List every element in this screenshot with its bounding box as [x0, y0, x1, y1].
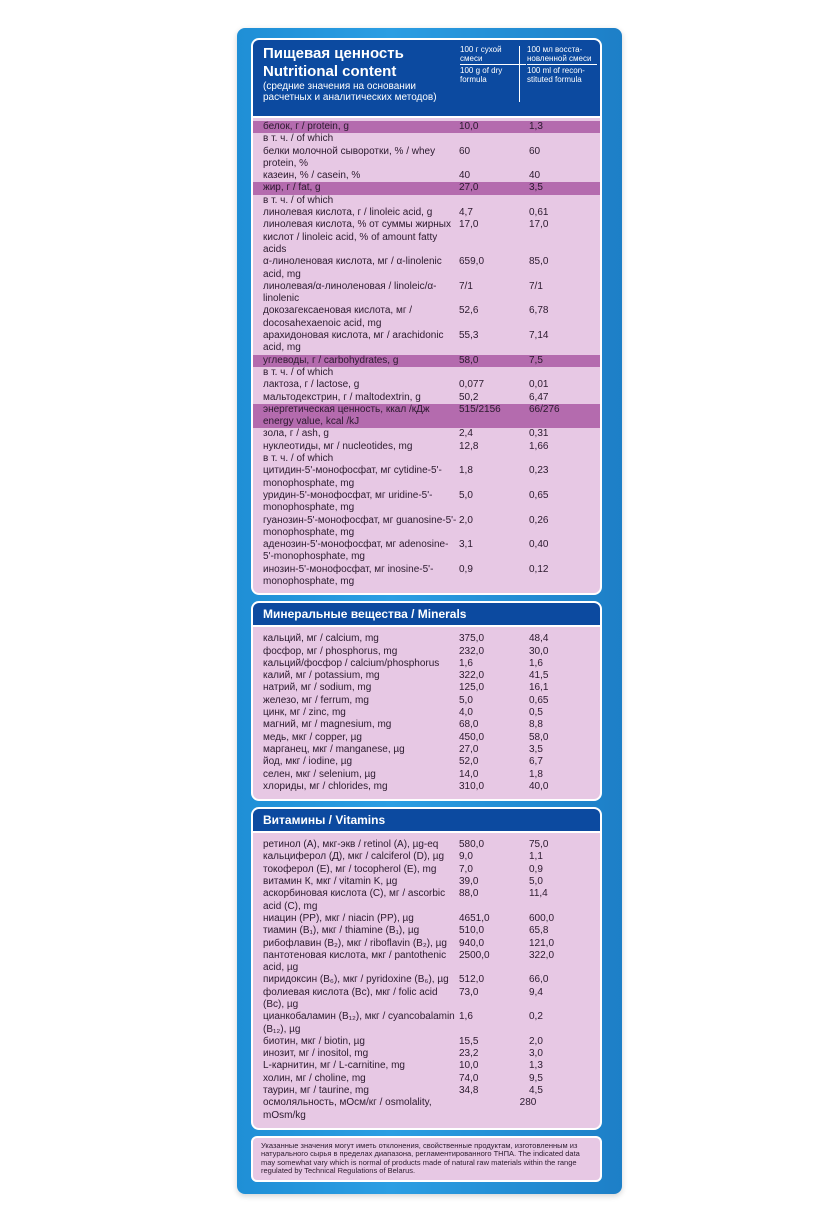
row-label: в т. ч. / of which — [263, 366, 334, 378]
column-header-dry-ru: 100 г сухой смеси — [460, 45, 502, 63]
table-row — [253, 646, 600, 658]
table-row — [253, 367, 600, 379]
row-value-reconstituted: 40 — [529, 170, 541, 182]
row-label: докозагексаеновая кислота, мг / docosahexaenoic acid, mg — [263, 305, 413, 329]
table-row — [253, 1048, 600, 1060]
table-row — [253, 441, 600, 453]
footnote: Указанные значения могут иметь отклонения, свойственные продуктам, изготовленным из натурального сырья в пределах диапазона, регламентированного ТНПА. The indicated data may somewhat vary which is normal of products made of natural raw materials within the range regulated by Technical Regulations of Belarus. — [251, 1136, 602, 1182]
row-label: токоферол (Е), мг / tocopherol (E), mg — [263, 863, 437, 875]
row-value-dry: 50,2 — [459, 391, 479, 403]
row-label: энергетическая ценность, ккал /кДж energy value, kcal /kJ — [263, 403, 430, 428]
row-value-dry: 659,0 — [459, 256, 485, 268]
row-label: нуклеотиды, мг / nucleotides, mg — [263, 440, 413, 452]
row-label: аденозин-5'-монофосфат, мг adenosine-5'-monophosphate, mg — [263, 539, 449, 563]
row-value-dry: 1,8 — [459, 465, 473, 477]
row-value-reconstituted: 0,61 — [529, 207, 549, 219]
row-value-reconstituted: 48,4 — [529, 633, 549, 645]
row-value-dry: 0,9 — [459, 563, 473, 575]
table-row — [253, 121, 600, 133]
nutrition-label — [251, 38, 602, 1182]
row-value-reconstituted — [529, 367, 599, 379]
row-label: линолевая кислота, % от суммы жирных кислот / linoleic acid, % of amount fatty acids — [263, 219, 451, 255]
row-value-reconstituted: 30,0 — [529, 645, 549, 657]
table-row — [253, 1011, 600, 1036]
row-value-reconstituted: 6,47 — [529, 391, 549, 403]
row-value-dry: 15,5 — [459, 1035, 479, 1047]
table-row — [253, 195, 600, 207]
row-label: марганец, мкг / manganese, µg — [263, 743, 405, 755]
row-label: цианкобаламин (B₁₂), мкг / cyancobalamin (B₁₂), µg — [263, 1011, 455, 1035]
row-label: белки молочной сыворотки, % / whey protein, % — [263, 145, 436, 169]
divider — [519, 46, 520, 102]
row-value-dry — [458, 453, 529, 465]
row-value-reconstituted: 85,0 — [529, 256, 549, 268]
row-label: ниацин (РР), мкг / niacin (PP), µg — [263, 912, 414, 924]
row-value-reconstituted: 1,3 — [529, 1060, 543, 1072]
row-value-dry: 68,0 — [459, 719, 479, 731]
row-value-reconstituted: 4,5 — [529, 1085, 543, 1097]
table-row — [253, 539, 600, 564]
row-value-reconstituted: 121,0 — [529, 937, 555, 949]
row-value-dry: 7,0 — [459, 863, 473, 875]
column-header-reconstituted — [527, 45, 597, 84]
row-label: магний, мг / magnesium, mg — [263, 719, 392, 731]
row-value-dry: 3,1 — [459, 539, 473, 551]
row-value-reconstituted: 1,6 — [529, 657, 543, 669]
table-row — [253, 281, 600, 306]
row-value-reconstituted: 0,31 — [529, 428, 549, 440]
row-value-dry: 14,0 — [459, 768, 479, 780]
table-row — [253, 732, 600, 744]
row-label: цитидин-5'-монофосфат, мг cytidine-5'-monophosphate, mg — [263, 465, 442, 489]
row-value-dry: 375,0 — [459, 633, 485, 645]
row-value-reconstituted: 60 — [529, 145, 541, 157]
row-label: селен, мкг / selenium, µg — [263, 768, 376, 780]
nutrition-header — [251, 38, 602, 116]
row-label: рибофлавин (B₂), мкг / riboflavin (B₂), µg — [263, 937, 447, 949]
row-label: углеводы, г / carbohydrates, g — [263, 354, 399, 366]
column-header-reconstituted-en: 100 ml of recon- stituted formula — [527, 66, 585, 84]
row-value-reconstituted: 9,4 — [529, 986, 543, 998]
table-row — [253, 453, 600, 465]
row-label: осмоляльность, мОсм/кг / osmolality, mOsm/kg — [263, 1097, 432, 1121]
table-row — [253, 170, 600, 182]
row-value-reconstituted: 66,0 — [529, 974, 549, 986]
row-label: инозин-5'-монофосфат, мг inosine-5'-monophosphate, mg — [263, 563, 434, 587]
row-label: инозит, мг / inositol, mg — [263, 1048, 369, 1060]
row-label: казеин, % / casein, % — [263, 170, 361, 182]
row-value-reconstituted: 6,7 — [529, 756, 543, 768]
row-label: тиамин (B₁), мкг / thiamine (B₁), µg — [263, 925, 420, 937]
row-label: линолевая/α-линоленовая / linoleic/α-linolenic — [263, 280, 437, 305]
row-value-dry: 17,0 — [459, 219, 479, 231]
row-label: аскорбиновая кислота (С), мг / ascorbic acid (C), mg — [263, 888, 446, 912]
row-value-dry: 1,6 — [459, 1011, 473, 1023]
row-value-reconstituted: 0,65 — [529, 489, 549, 501]
table-row — [253, 1060, 600, 1072]
row-value-dry: 12,8 — [459, 440, 479, 452]
row-label: арахидоновая кислота, мг / arachidonic acid, mg — [263, 330, 444, 354]
row-value-reconstituted: 3,5 — [529, 743, 543, 755]
row-value-reconstituted: 322,0 — [529, 949, 555, 961]
table-row — [253, 182, 600, 194]
row-value-reconstituted: 0,01 — [529, 379, 549, 391]
row-label: натрий, мг / sodium, mg — [263, 682, 372, 694]
row-value-reconstituted: 3,5 — [529, 182, 543, 194]
row-value-reconstituted: 75,0 — [529, 839, 549, 851]
row-label: в т. ч. / of which — [263, 133, 334, 145]
table-row — [253, 379, 600, 391]
package-side-panel — [237, 28, 622, 1194]
column-header-dry-en: 100 g of dry formula — [460, 66, 503, 84]
row-label: витамин К, мкг / vitamin K, µg — [263, 876, 398, 888]
row-value-reconstituted: 58,0 — [529, 731, 549, 743]
table-row — [253, 330, 600, 355]
row-value-dry: 2,0 — [459, 514, 473, 526]
row-label: линолевая кислота, г / linoleic acid, g — [263, 207, 433, 219]
row-label: гуанозин-5'-монофосфат, мг guanosine-5'-monophosphate, mg — [263, 514, 457, 538]
row-label: холин, мг / choline, mg — [263, 1072, 366, 1084]
table-row — [253, 950, 600, 975]
table-row — [253, 864, 600, 876]
table-row — [253, 695, 600, 707]
row-value-dry: 450,0 — [459, 731, 485, 743]
row-label: L-карнитин, мг / L-carnitine, mg — [263, 1060, 405, 1072]
row-value-reconstituted: 66/276 — [529, 403, 560, 415]
subtitle: (средние значения на основании расчетных и аналитических методов) — [263, 81, 437, 103]
row-label: калий, мг / potassium, mg — [263, 670, 380, 682]
table-row — [253, 682, 600, 694]
row-value-reconstituted: 0,65 — [529, 694, 549, 706]
row-value-dry — [458, 367, 529, 379]
table-row — [253, 1073, 600, 1085]
row-value-dry: 23,2 — [459, 1048, 479, 1060]
row-value-dry: 40 — [459, 170, 471, 182]
row-value-reconstituted: 0,9 — [529, 863, 543, 875]
table-row — [253, 392, 600, 404]
row-value-reconstituted: 41,5 — [529, 670, 549, 682]
row-label: фосфор, мг / phosphorus, mg — [263, 645, 398, 657]
row-label: йод, мкг / iodine, µg — [263, 756, 353, 768]
row-value-dry: 9,0 — [459, 851, 473, 863]
row-value-dry: 310,0 — [459, 780, 485, 792]
row-value-reconstituted: 2,0 — [529, 1035, 543, 1047]
row-value-dry: 52,6 — [459, 305, 479, 317]
row-label: белок, г / protein, g — [263, 121, 349, 132]
row-value-reconstituted: 7,5 — [529, 354, 543, 366]
row-value-reconstituted: 7,14 — [529, 330, 549, 342]
row-value-dry: 4,7 — [459, 207, 473, 219]
row-value-dry: 2500,0 — [459, 949, 490, 961]
row-value-dry: 125,0 — [459, 682, 485, 694]
row-value-reconstituted: 5,0 — [529, 876, 543, 888]
table-row — [253, 428, 600, 440]
vitamins-section — [251, 807, 602, 1130]
row-value-dry: 515/2156 — [459, 403, 501, 415]
row-label: железо, мг / ferrum, mg — [263, 694, 369, 706]
row-label: кальциферол (Д), мкг / calciferol (D), µg — [263, 851, 445, 863]
row-value-dry: 27,0 — [459, 182, 479, 194]
table-row — [253, 744, 600, 756]
row-value-reconstituted: 7/1 — [529, 280, 543, 292]
row-value-dry: 232,0 — [459, 645, 485, 657]
row-value-reconstituted: 8,8 — [529, 719, 543, 731]
row-value-dry: 2,4 — [459, 428, 473, 440]
table-row — [253, 404, 600, 429]
row-value-dry: 5,0 — [459, 489, 473, 501]
row-value-reconstituted: 3,0 — [529, 1048, 543, 1060]
row-value-reconstituted: 0,2 — [529, 1011, 543, 1023]
minerals-section — [251, 601, 602, 801]
row-value-reconstituted: 65,8 — [529, 925, 549, 937]
row-label: пантотеновая кислота, мкг / pantothenic acid, µg — [263, 949, 447, 974]
row-value-reconstituted: 9,5 — [529, 1072, 543, 1084]
table-row — [253, 719, 600, 731]
row-label: пиридоксин (B₆), мкг / pyridoxine (B₆), µg — [263, 974, 449, 986]
nutrition-table — [251, 116, 602, 595]
row-value-dry: 510,0 — [459, 925, 485, 937]
row-value-reconstituted: 16,1 — [529, 682, 549, 694]
row-value: 280 — [519, 1097, 537, 1109]
table-row — [253, 913, 600, 925]
row-value-dry: 60 — [459, 145, 471, 157]
table-row — [253, 925, 600, 937]
table-row — [253, 781, 600, 793]
row-value-dry: 34,8 — [459, 1085, 479, 1097]
row-value-reconstituted: 40,0 — [529, 780, 549, 792]
table-row — [253, 146, 600, 171]
table-row — [253, 207, 600, 219]
vitamins-title: Витамины / Vitamins — [251, 807, 602, 831]
column-header-dry — [460, 45, 526, 84]
row-value-reconstituted: 0,12 — [529, 563, 549, 575]
row-label: мальтодекстрин, г / maltodextrin, g — [263, 391, 421, 403]
table-row — [253, 888, 600, 913]
row-value-reconstituted: 6,78 — [529, 305, 549, 317]
table-row — [253, 756, 600, 768]
table-row — [253, 490, 600, 515]
row-value-reconstituted — [529, 133, 599, 145]
row-value-dry: 1,6 — [459, 657, 473, 669]
row-value-dry: 27,0 — [459, 743, 479, 755]
row-value-reconstituted: 0,23 — [529, 465, 549, 477]
row-value-dry: 940,0 — [459, 937, 485, 949]
row-value-dry: 52,0 — [459, 756, 479, 768]
table-row — [253, 769, 600, 781]
row-value-reconstituted: 0,40 — [529, 539, 549, 551]
table-row — [253, 219, 600, 256]
table-row — [253, 987, 600, 1012]
table-row — [253, 938, 600, 950]
table-row — [253, 465, 600, 490]
row-label: кальций, мг / calcium, mg — [263, 633, 379, 645]
row-value-reconstituted: 0,26 — [529, 514, 549, 526]
table-row — [253, 256, 600, 281]
row-value-dry: 74,0 — [459, 1072, 479, 1084]
table-row — [253, 707, 600, 719]
row-value-reconstituted — [529, 195, 599, 207]
table-row — [253, 658, 600, 670]
title-en: Nutritional content — [263, 63, 397, 80]
row-value-reconstituted: 1,66 — [529, 440, 549, 452]
row-value-reconstituted: 0,5 — [529, 707, 543, 719]
row-value-dry: 322,0 — [459, 670, 485, 682]
column-header-reconstituted-ru: 100 мл восста- новленной смеси — [527, 45, 592, 63]
row-value-dry: 4,0 — [459, 707, 473, 719]
row-value-dry: 4651,0 — [459, 912, 490, 924]
row-label: хлориды, мг / chlorides, mg — [263, 780, 388, 792]
row-label: лактоза, г / lactose, g — [263, 379, 360, 391]
row-value-reconstituted: 11,4 — [529, 888, 548, 900]
row-label: α-линоленовая кислота, мг / α-linolenic acid, mg — [263, 256, 442, 280]
row-value-reconstituted: 17,0 — [529, 219, 549, 231]
table-row — [253, 974, 600, 986]
row-value-reconstituted: 1,8 — [529, 768, 543, 780]
table-row — [253, 633, 600, 645]
table-row — [253, 1036, 600, 1048]
row-value-dry: 10,0 — [459, 121, 479, 132]
row-value-dry: 88,0 — [459, 888, 479, 900]
table-row — [253, 839, 600, 851]
row-label: фолиевая кислота (Bc), мкг / folic acid (Bc), µg — [263, 986, 438, 1010]
row-label: цинк, мг / zinc, mg — [263, 707, 346, 719]
row-value-dry: 0,077 — [459, 379, 485, 391]
row-value-dry: 58,0 — [459, 354, 479, 366]
table-row — [253, 133, 600, 145]
row-label: зола, г / ash, g — [263, 428, 329, 440]
row-label: уридин-5'-монофосфат, мг uridine-5'-monophosphate, mg — [263, 489, 433, 514]
table-row — [253, 355, 600, 367]
row-label: таурин, мг / taurine, mg — [263, 1085, 369, 1097]
row-value-dry: 7/1 — [459, 280, 473, 292]
table-row — [253, 670, 600, 682]
row-value-dry: 73,0 — [459, 986, 479, 998]
row-value-reconstituted: 1,1 — [529, 851, 543, 863]
row-value-dry — [458, 133, 529, 145]
row-value-dry: 512,0 — [459, 974, 485, 986]
row-value-dry: 10,0 — [459, 1060, 479, 1072]
row-value-reconstituted — [529, 453, 599, 465]
row-value-dry — [458, 195, 529, 207]
row-label: медь, мкг / copper, µg — [263, 731, 362, 743]
row-value-reconstituted: 1,3 — [529, 121, 543, 132]
row-value-dry: 5,0 — [459, 694, 473, 706]
minerals-title: Минеральные вещества / Minerals — [251, 601, 602, 625]
row-label: ретинол (А), мкг-экв / retinol (A), µg-eq — [263, 839, 439, 851]
table-row — [253, 564, 600, 589]
row-label: в т. ч. / of which — [263, 453, 334, 465]
table-row — [253, 305, 600, 330]
vitamins-table — [251, 831, 602, 1130]
row-label: в т. ч. / of which — [263, 194, 334, 206]
row-label: жир, г / fat, g — [263, 182, 321, 194]
minerals-table — [251, 625, 602, 801]
row-value-dry: 55,3 — [459, 330, 479, 342]
table-row — [253, 1085, 600, 1097]
osmolality-row — [253, 1097, 600, 1122]
row-value-dry: 580,0 — [459, 839, 485, 851]
row-label: кальций/фосфор / calcium/phosphorus — [263, 657, 440, 669]
table-row — [253, 515, 600, 540]
table-row — [253, 851, 600, 863]
title-ru: Пищевая ценность — [263, 45, 404, 62]
row-value-dry: 39,0 — [459, 876, 479, 888]
row-value-reconstituted: 600,0 — [529, 912, 555, 924]
row-label: биотин, мкг / biotin, µg — [263, 1035, 365, 1047]
table-row — [253, 876, 600, 888]
